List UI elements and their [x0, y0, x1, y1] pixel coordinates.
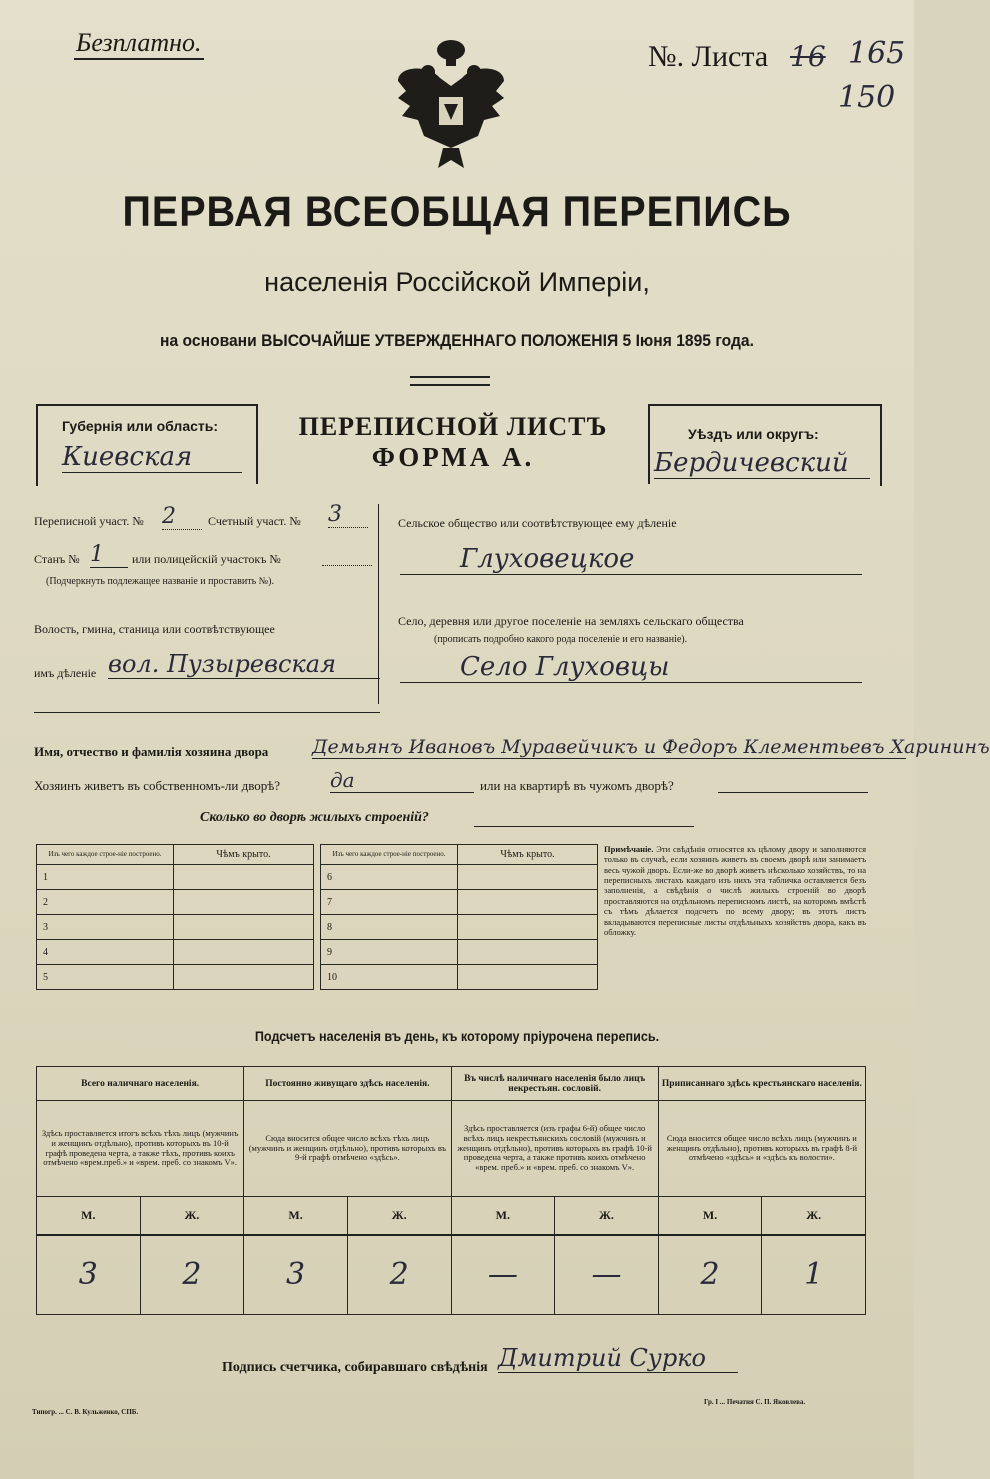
right-imprint: Гр. І ... Печатня С. П. Яковлева.: [704, 1398, 806, 1406]
count-value: 2: [658, 1235, 762, 1315]
table-row: [37, 915, 314, 940]
province-box: [36, 404, 256, 486]
signature-label: Подпись счетчика, собиравшаго свѣдѣнія: [222, 1360, 488, 1375]
left-bottom-line: [34, 712, 380, 713]
count-value: 3: [244, 1235, 348, 1315]
row-number: 4: [37, 940, 174, 965]
sheet-number-label: №. Листа: [648, 40, 769, 73]
buildings-table-left: [36, 844, 314, 990]
page-subtitle: населенія Россійской Имперіи,: [264, 267, 650, 297]
village-label: Село, деревня или другое поселеніе на земляхъ сельскаго общества: [398, 614, 744, 628]
row-number: 9: [321, 940, 458, 965]
own-yard-value: да: [330, 768, 474, 793]
count-group-desc: Здѣсь проставляется итогъ всѣхъ тѣхъ лицъ (мужчинъ и женщинъ отдѣльно), противъ которыхъ въ 10-й графѣ проведена черта, а также тѣхъ, противъ коихъ отмѣчено «врем.преб.» и «врем. преб. со знакомъ V».: [37, 1101, 244, 1197]
count-group-title: Всего наличнаго населенія.: [37, 1067, 244, 1101]
row-number: 8: [321, 915, 458, 940]
table-row: [37, 890, 314, 915]
stan-label: Станъ №: [34, 552, 80, 566]
table-row: [321, 890, 598, 915]
note-block: [604, 844, 866, 937]
census-plot-value: 2: [162, 504, 202, 530]
table-cell: [458, 915, 598, 940]
count-table: [36, 1066, 866, 1315]
legal-basis: на основани ВЫСОЧАЙШЕ УТВЕРЖДЕННАГО ПОЛОЖЕНІЯ 5 Іюня 1895 года.: [160, 331, 754, 350]
police-value-line: [322, 565, 372, 566]
table-header-material: Изъ чего каждое строе-ніе построено.: [321, 845, 458, 865]
count-group-title: Постоянно живущаго здѣсь населенія.: [244, 1067, 451, 1101]
form-title: ПЕРЕПИСНОЙ ЛИСТЪ: [298, 412, 608, 441]
volost-label: Волость, гмина, станица или соотвѣтствующее: [34, 622, 275, 636]
count-col-m: М.: [451, 1197, 555, 1235]
count-col-m: М.: [37, 1197, 141, 1235]
table-header-material: Изъ чего каждое строе-ніе построено.: [37, 845, 174, 865]
count-col-f: Ж.: [140, 1197, 244, 1235]
count-value: 3: [37, 1235, 141, 1315]
count-heading: Подсчетъ населенія въ день, къ которому пріурочена перепись.: [254, 1028, 660, 1044]
buildings-table-right: [320, 844, 598, 990]
stan-value: 1: [90, 542, 128, 568]
count-col-m: М.: [658, 1197, 762, 1235]
owner-value: Демьянъ Ивановъ Муравейчикъ и Федоръ Клементьевъ Харининъ: [312, 736, 990, 758]
row-number: 2: [37, 890, 174, 915]
table-cell: [458, 965, 598, 990]
table-cell: [174, 865, 314, 890]
society-label: Сельское общество или соотвѣтствующее ему дѣленіе: [398, 516, 677, 530]
rent-value-line: [718, 792, 868, 793]
count-col-f: Ж.: [555, 1197, 659, 1235]
table-row: [37, 865, 314, 890]
left-imprint: Типогр. ... С. В. Кульженко, СПБ.: [32, 1408, 139, 1416]
table-cell: [458, 890, 598, 915]
district-box: [648, 404, 882, 486]
own-yard-label: Хозяинъ живетъ въ собственномъ-ли дворѣ?: [34, 778, 281, 793]
row-number: 10: [321, 965, 458, 990]
free-label: Безплатно.: [74, 28, 204, 60]
row-number: 6: [321, 865, 458, 890]
police-note: (Подчеркнуть подлежащее названіе и проставить №).: [46, 576, 274, 587]
ornament-divider: [410, 376, 490, 386]
row-number: 5: [37, 965, 174, 990]
corner-number-2: 150: [838, 80, 896, 115]
row-number: 1: [37, 865, 174, 890]
table-row: [37, 965, 314, 990]
table-row: [321, 965, 598, 990]
note-text: Эти свѣдѣнія относятся къ цѣлому двору и заполняются только въ случаѣ, если хозяинъ живетъ въ своемъ дворѣ или занимаетъ весь чужой дворъ. Если-же во дворѣ живетъ нѣсколько хозяйствъ, то на переписныхъ листахъ каждаго изъ нихъ эта табличка оставляется безъ заполненія, а свѣдѣнія о числѣ жилыхъ строеній во дворѣ проставляются на отдѣльномъ переписномъ листѣ, на которомъ вмѣстѣ съ тѣмъ дѣлается подсчетъ по всему двору; въ этотъ листъ вкладываются переписные листы отдѣльныхъ хозяйствъ двора, какъ въ обложку.: [604, 844, 867, 937]
signature-value: Дмитрий Сурко: [498, 1344, 738, 1373]
corner-number-1: 165: [848, 36, 906, 71]
table-cell: [458, 940, 598, 965]
table-header-roof: Чѣмъ крыто.: [174, 845, 314, 865]
count-col-f: Ж.: [347, 1197, 451, 1235]
table-row: [37, 940, 314, 965]
count-plot-value: 3: [328, 502, 368, 528]
district-value: Бердичевский: [654, 448, 870, 479]
table-row: [321, 940, 598, 965]
count-value: —: [555, 1235, 659, 1315]
buildings-value-line: [474, 826, 694, 827]
note-heading: Примѣчаніе.: [604, 844, 654, 854]
rent-label: или на квартирѣ въ чужомъ дворѣ?: [480, 778, 674, 793]
district-label: Уѣздъ или округъ:: [688, 426, 819, 442]
count-group-title: Приписаннаго здѣсь крестьянскаго населенія.: [658, 1067, 865, 1101]
count-group-desc: Здѣсь проставляется (изъ графы 6-й) общее число всѣхъ лицъ некрестьянскихъ сословій (мужчинъ и женщинъ отдѣльно), противъ которыхъ въ графѣ 10-й проведена черта, а также противъ коихъ отмѣчено «врем. преб.» и «врем. преб. со знакомъ V».: [451, 1101, 658, 1197]
count-value: —: [451, 1235, 555, 1315]
table-cell: [174, 890, 314, 915]
table-cell: [174, 915, 314, 940]
police-label: или полицейскій участокъ №: [132, 552, 281, 566]
count-group-desc: Сюда вносится общее число всѣхъ лицъ (мужчинъ и женщинъ отдѣльно), противъ которыхъ въ графѣ 8-й отмѣчено «здѣсь» и «здѣсь къ волости».: [658, 1101, 865, 1197]
table-header-roof: Чѣмъ крыто.: [458, 845, 598, 865]
count-value: 2: [140, 1235, 244, 1315]
buildings-label: Сколько во дворѣ жилыхъ строеній?: [200, 810, 429, 825]
count-value: 1: [762, 1235, 866, 1315]
table-cell: [458, 865, 598, 890]
table-row: [321, 915, 598, 940]
count-group-desc: Сюда вносится общее число всѣхъ тѣхъ лицъ (мужчинъ и женщинъ отдѣльно), противъ которыхъ въ 9-й графѣ отмѣчено «здѣсь».: [244, 1101, 451, 1197]
table-cell: [174, 940, 314, 965]
sheet-number-value: 16: [790, 40, 826, 73]
count-group-title: Въ числѣ наличнаго населенія было лицъ некрестьян. сословій.: [451, 1067, 658, 1101]
province-value: Киевская: [62, 442, 242, 473]
table-row: [321, 865, 598, 890]
count-plot-label: Счетный участ. №: [208, 514, 301, 528]
eagle-emblem-icon: [388, 36, 514, 176]
form-subtitle: ФОРМА А.: [371, 442, 535, 472]
row-number: 3: [37, 915, 174, 940]
count-col-f: Ж.: [762, 1197, 866, 1235]
table-cell: [174, 965, 314, 990]
volost-value: вол. Пузыревская: [108, 650, 380, 679]
society-value: Глуховецкое: [400, 544, 862, 575]
page-title: ПЕРВАЯ ВСЕОБЩАЯ ПЕРЕПИСЬ: [122, 188, 792, 236]
volost-label-2: имъ дѣленіе: [34, 666, 97, 680]
owner-label: Имя, отчество и фамилія хозяина двора: [34, 744, 269, 759]
left-fields-divider: [378, 504, 379, 704]
village-note: (прописать подробно какого рода поселеніе и его названіе).: [434, 634, 688, 645]
village-value: Село Глуховцы: [400, 652, 862, 683]
province-label: Губернія или область:: [62, 418, 219, 434]
count-value: 2: [347, 1235, 451, 1315]
form-title-box: [256, 404, 650, 484]
census-plot-label: Переписной участ. №: [34, 514, 144, 528]
count-col-m: М.: [244, 1197, 348, 1235]
row-number: 7: [321, 890, 458, 915]
